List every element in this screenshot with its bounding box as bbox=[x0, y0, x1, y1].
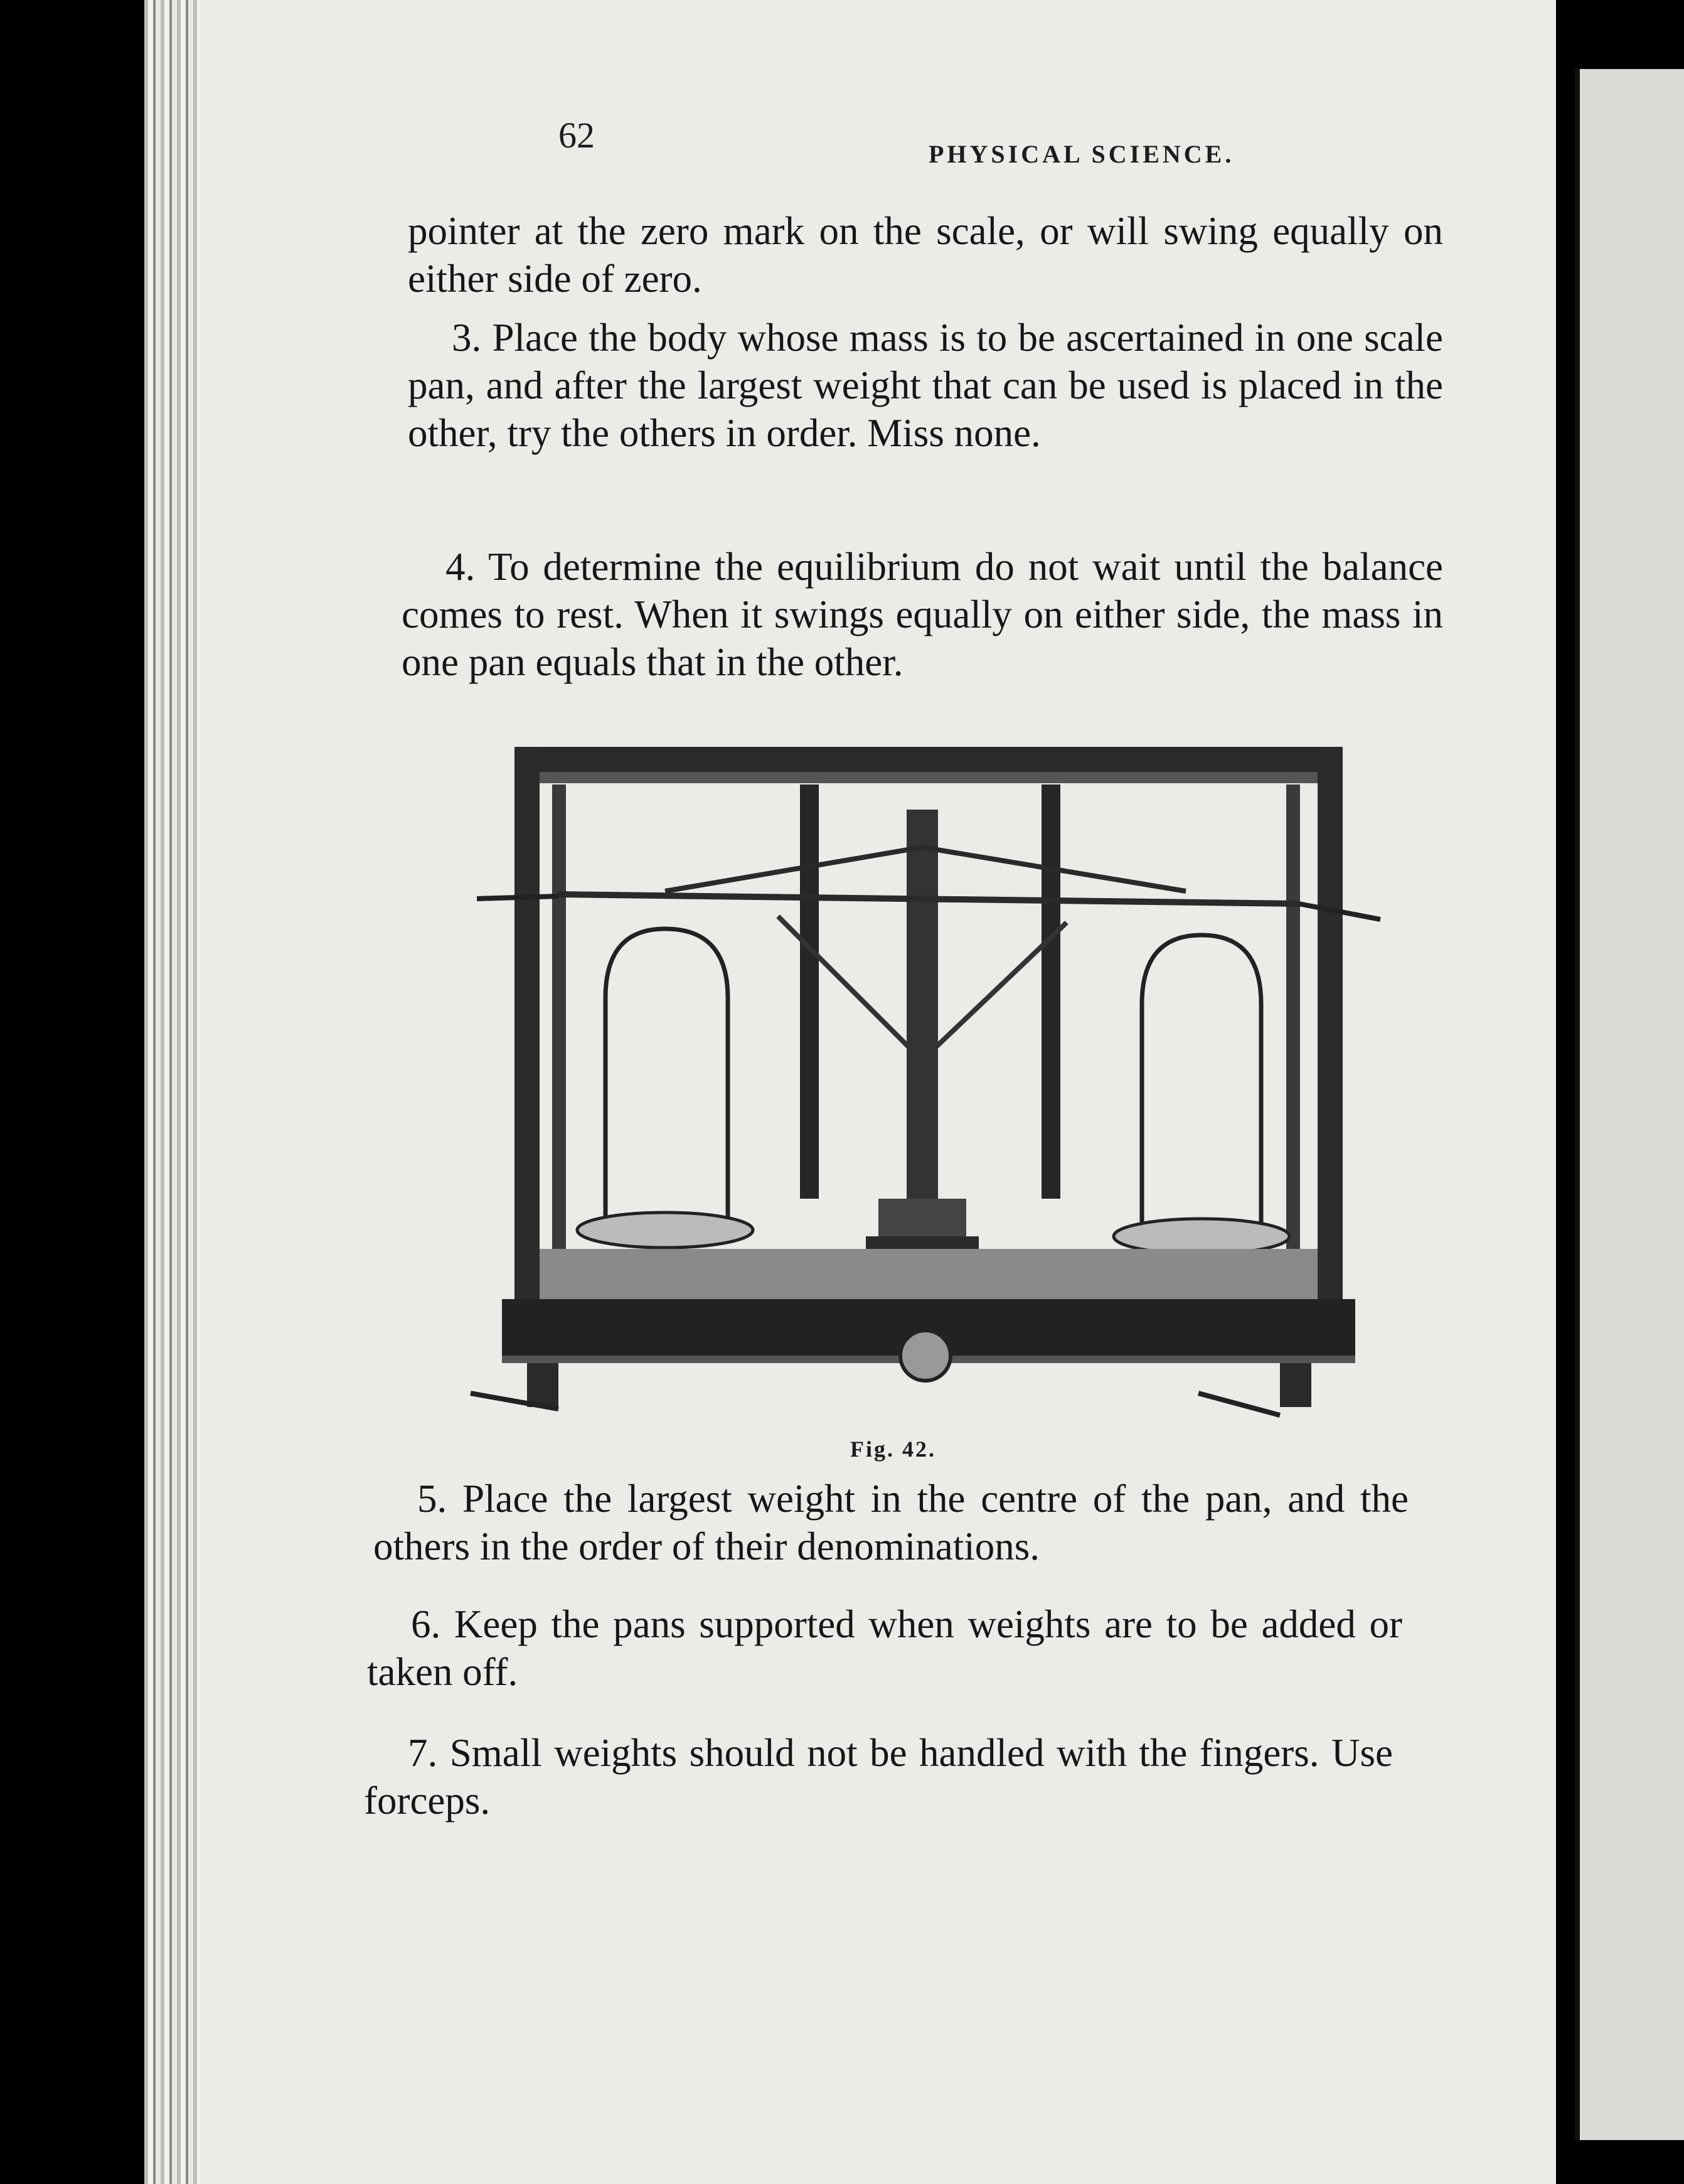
scale-pan-left bbox=[577, 1212, 753, 1248]
leveling-foot-left bbox=[527, 1363, 558, 1407]
case-post-right bbox=[1318, 747, 1343, 1299]
page-number: 62 bbox=[558, 115, 595, 156]
paragraph-step-3: 3. Place the body whose mass is to be ascertained in one scale pan, and after the largest weight that can be used is placed in the other, try the others in order. Miss none. bbox=[408, 316, 1443, 455]
paragraph-step-6: 6. Keep the pans supported when weights are to be added or taken off. bbox=[367, 1602, 1402, 1694]
paragraph-continuation: pointer at the zero mark on the scale, or will swing equally on either side of zero. bbox=[408, 209, 1443, 301]
pan-hanger-left bbox=[605, 929, 728, 1224]
facing-page-edge bbox=[1575, 69, 1684, 2140]
pan-hanger-right bbox=[1142, 935, 1261, 1224]
scale-pan-right bbox=[1114, 1219, 1289, 1254]
running-title: PHYSICAL SCIENCE. bbox=[929, 140, 1235, 168]
paragraph-step-5: 5. Place the largest weight in the centre of the pan, and the others in the order of their denominations. bbox=[373, 1477, 1409, 1568]
balance-column bbox=[907, 810, 938, 1211]
paragraph-step-7: 7. Small weights should not be handled with the fingers. Use forceps. bbox=[364, 1731, 1393, 1823]
page-gutter-edges bbox=[144, 0, 201, 2184]
release-knob bbox=[900, 1330, 951, 1381]
leveling-foot-right bbox=[1280, 1363, 1311, 1407]
case-post-left bbox=[514, 747, 540, 1299]
figure-caption: Fig. 42. bbox=[850, 1437, 936, 1462]
paragraph-step-4: 4. To determine the equilibrium do not wait until the balance comes to rest. When it swings equally on either side, the mass in one pan equals that in the other. bbox=[402, 545, 1443, 684]
balance-illustration bbox=[464, 734, 1393, 1443]
